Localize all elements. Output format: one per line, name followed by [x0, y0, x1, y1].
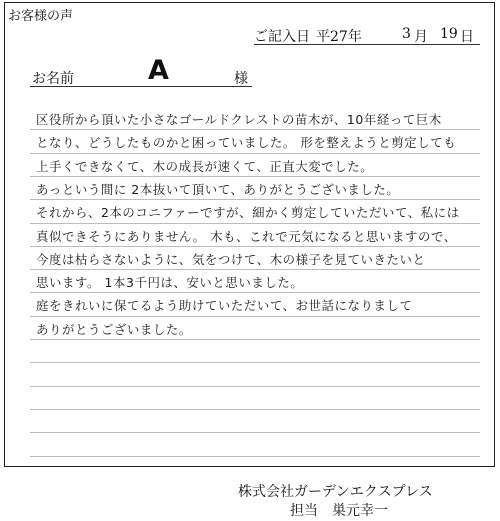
ruled-line	[30, 316, 480, 317]
ruled-line	[30, 176, 480, 177]
ruled-line	[30, 199, 480, 200]
message-line: 区役所から頂いた小さなゴールドクレストの苗木が、10年経って巨木	[36, 112, 442, 127]
date-month-unit: 月	[414, 29, 428, 45]
ruled-line	[30, 432, 480, 433]
name-label: お名前	[32, 71, 74, 87]
customer-name: A	[148, 55, 169, 86]
message-line: あっという間に 2本抜いて頂いて、ありがとうございました。	[36, 181, 400, 197]
ruled-line	[30, 129, 480, 130]
message-line: ありがとうございました。	[36, 321, 192, 337]
ruled-line	[30, 456, 480, 457]
ruled-line	[30, 153, 480, 154]
ruled-line	[30, 386, 480, 387]
ruled-line	[30, 246, 480, 247]
message-line: それから、2本のコニファーですが、細かく剪定していただいて、私には	[36, 205, 460, 221]
ruled-line	[30, 339, 480, 340]
name-underline	[30, 86, 252, 87]
message-line: 上手くできなくて、木の成長が速くて、正直大変でした。	[36, 158, 374, 174]
ruled-line	[30, 362, 480, 363]
date-row	[254, 26, 479, 46]
message-line: 真似できそうにありません。 木も、これで元気になると思いますので、	[36, 228, 457, 244]
message-line: となり、どうしたものかと困っていました。 形を整えようと剪定しても	[36, 135, 457, 151]
date-day-unit: 日	[460, 29, 474, 45]
footer-company: 株式会社ガーデンエクスプレス	[238, 484, 433, 500]
date-day: 19	[440, 26, 458, 42]
message-line: 庭をきれいに保てるよう助けていただいて、お世話になりまして	[36, 298, 413, 314]
ruled-line	[30, 223, 480, 224]
date-era: 平27年	[316, 29, 362, 45]
ruled-line	[30, 409, 480, 410]
name-suffix: 様	[234, 71, 248, 87]
ruled-line	[30, 269, 480, 270]
message-line: 今度は枯らさないように、気をつけて、木の様子を見ていきたいと	[36, 251, 426, 267]
date-label: ご記入日	[254, 29, 310, 45]
ruled-line	[30, 292, 480, 293]
footer-person: 担当 巣元幸一	[290, 503, 388, 519]
date-month: 3	[402, 26, 411, 42]
message-line: 思います。 1本3千円は、安いと思いました。	[36, 275, 304, 291]
card-title: お客様の声	[8, 9, 74, 24]
date-underline	[254, 44, 480, 45]
